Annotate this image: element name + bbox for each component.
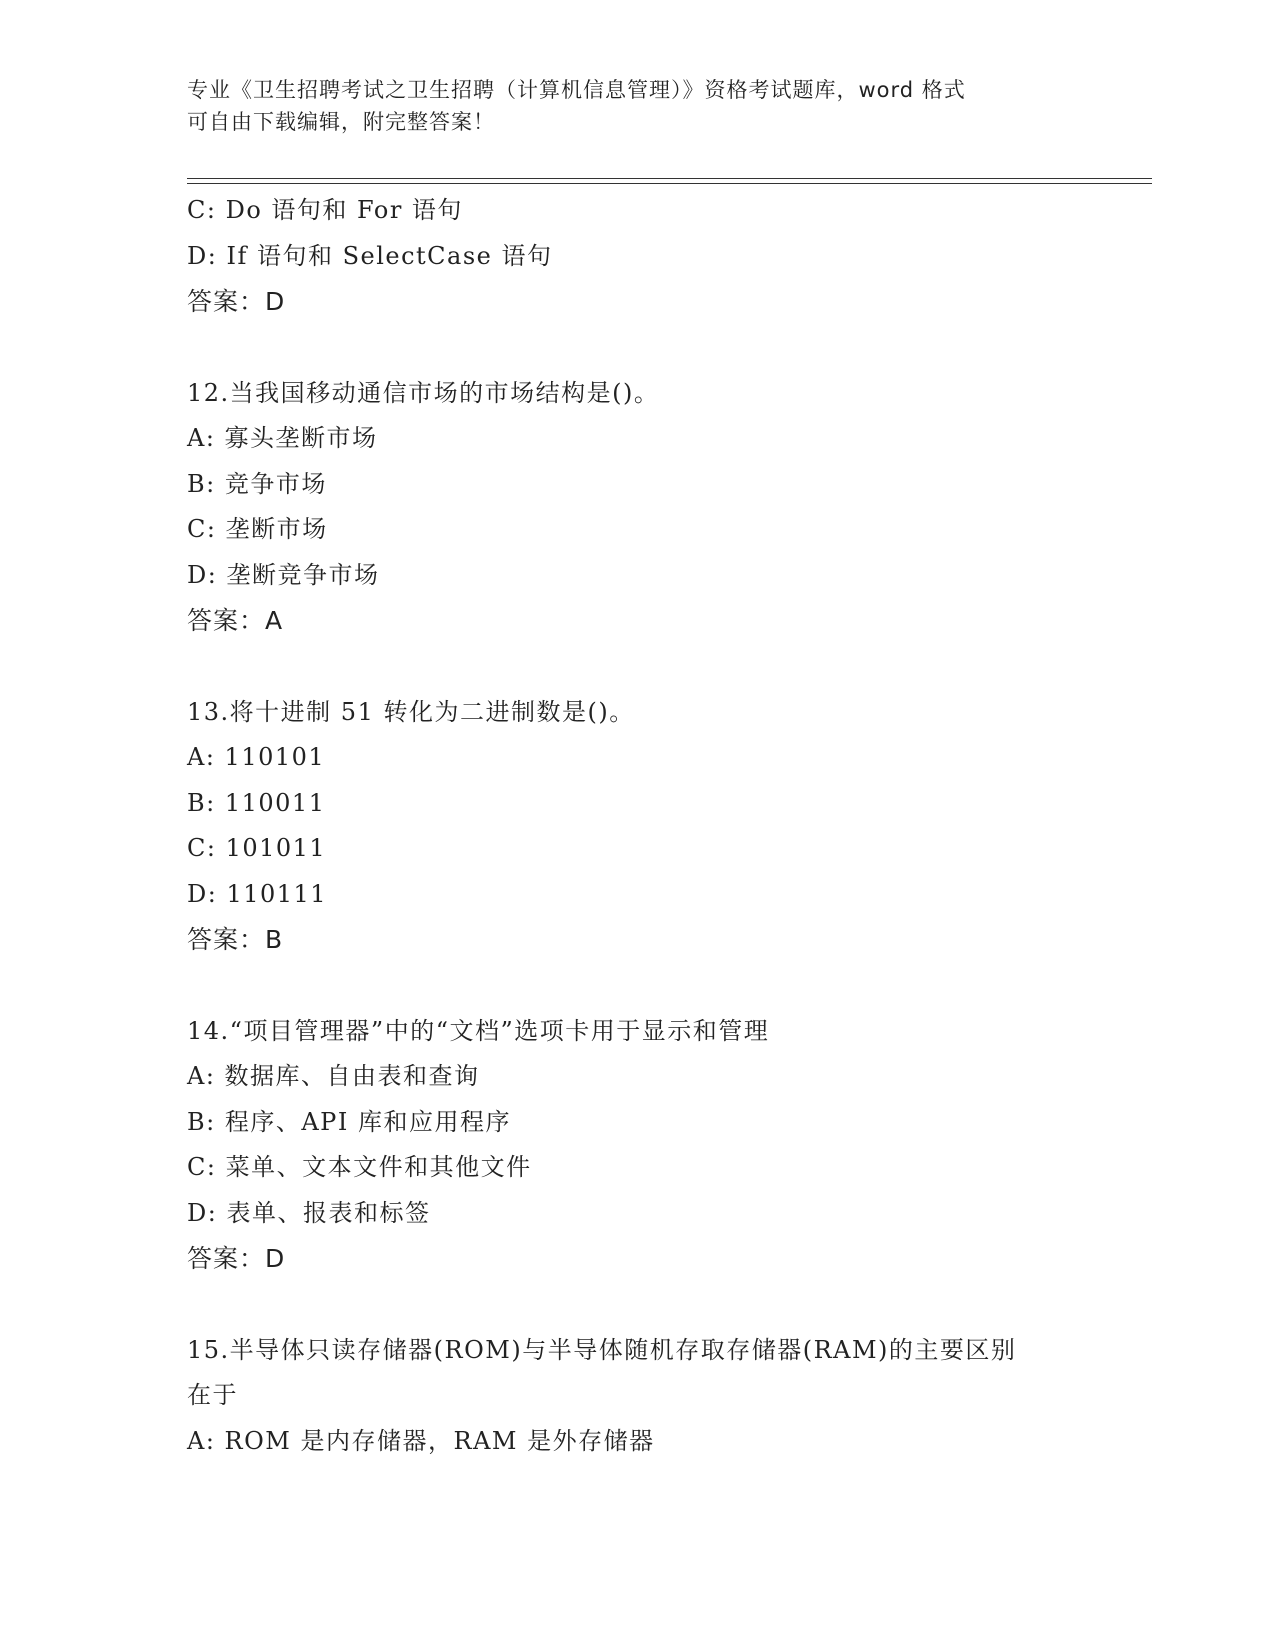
- question-text-line-2: 在于: [187, 1381, 238, 1409]
- question-15: [187, 1328, 1087, 1465]
- option-c: C: Do 语句和 For 语句: [187, 196, 463, 224]
- answer: 答案：A: [187, 606, 284, 635]
- option-a: A: 数据库、自由表和查询: [187, 1062, 480, 1090]
- option-c: C: 101011: [187, 834, 327, 862]
- header-divider-top: [187, 178, 1152, 179]
- option-b: B: 110011: [187, 788, 326, 817]
- option-b: B: 竞争市场: [187, 469, 327, 498]
- header-divider-bottom: [187, 183, 1152, 184]
- option-d: D: 垄断竞争市场: [187, 560, 380, 589]
- question-11-tail: [187, 188, 1087, 325]
- spacer: [187, 963, 1087, 1009]
- question-12: [187, 371, 1087, 644]
- option-a: A: 寡头垄断市场: [187, 424, 378, 452]
- question-text: 12.当我国移动通信市场的市场结构是()。: [187, 378, 660, 407]
- option-a: A: ROM 是内存储器，RAM 是外存储器: [187, 1426, 655, 1455]
- header-line-1: 专业《卫生招聘考试之卫生招聘（计算机信息管理）》资格考试题库，word 格式: [187, 78, 966, 102]
- header-line-2: 可自由下载编辑，附完整答案！: [187, 110, 495, 134]
- question-14: [187, 1009, 1087, 1282]
- option-d: D: 表单、报表和标签: [187, 1198, 431, 1227]
- option-b: B: 程序、API 库和应用程序: [187, 1107, 511, 1136]
- answer: 答案：D: [187, 1244, 286, 1273]
- option-c: C: 菜单、文本文件和其他文件: [187, 1153, 532, 1181]
- answer: 答案：B: [187, 925, 284, 954]
- option-c: C: 垄断市场: [187, 515, 328, 543]
- spacer: [187, 644, 1087, 690]
- spacer: [187, 325, 1087, 371]
- question-13: [187, 690, 1087, 963]
- option-d: D: If 语句和 SelectCase 语句: [187, 241, 553, 270]
- document-header: [187, 74, 1087, 138]
- answer: 答案：D: [187, 287, 286, 316]
- question-text-line-1: 15.半导体只读存储器(ROM)与半导体随机存取存储器(RAM)的主要区别: [187, 1335, 1017, 1364]
- question-text: 13.将十进制 51 转化为二进制数是()。: [187, 697, 635, 726]
- spacer: [187, 1282, 1087, 1328]
- question-list: [187, 188, 1087, 1464]
- option-a: A: 110101: [187, 743, 326, 771]
- option-d: D: 110111: [187, 879, 328, 908]
- question-text: 14.“项目管理器”中的“文档”选项卡用于显示和管理: [187, 1016, 770, 1045]
